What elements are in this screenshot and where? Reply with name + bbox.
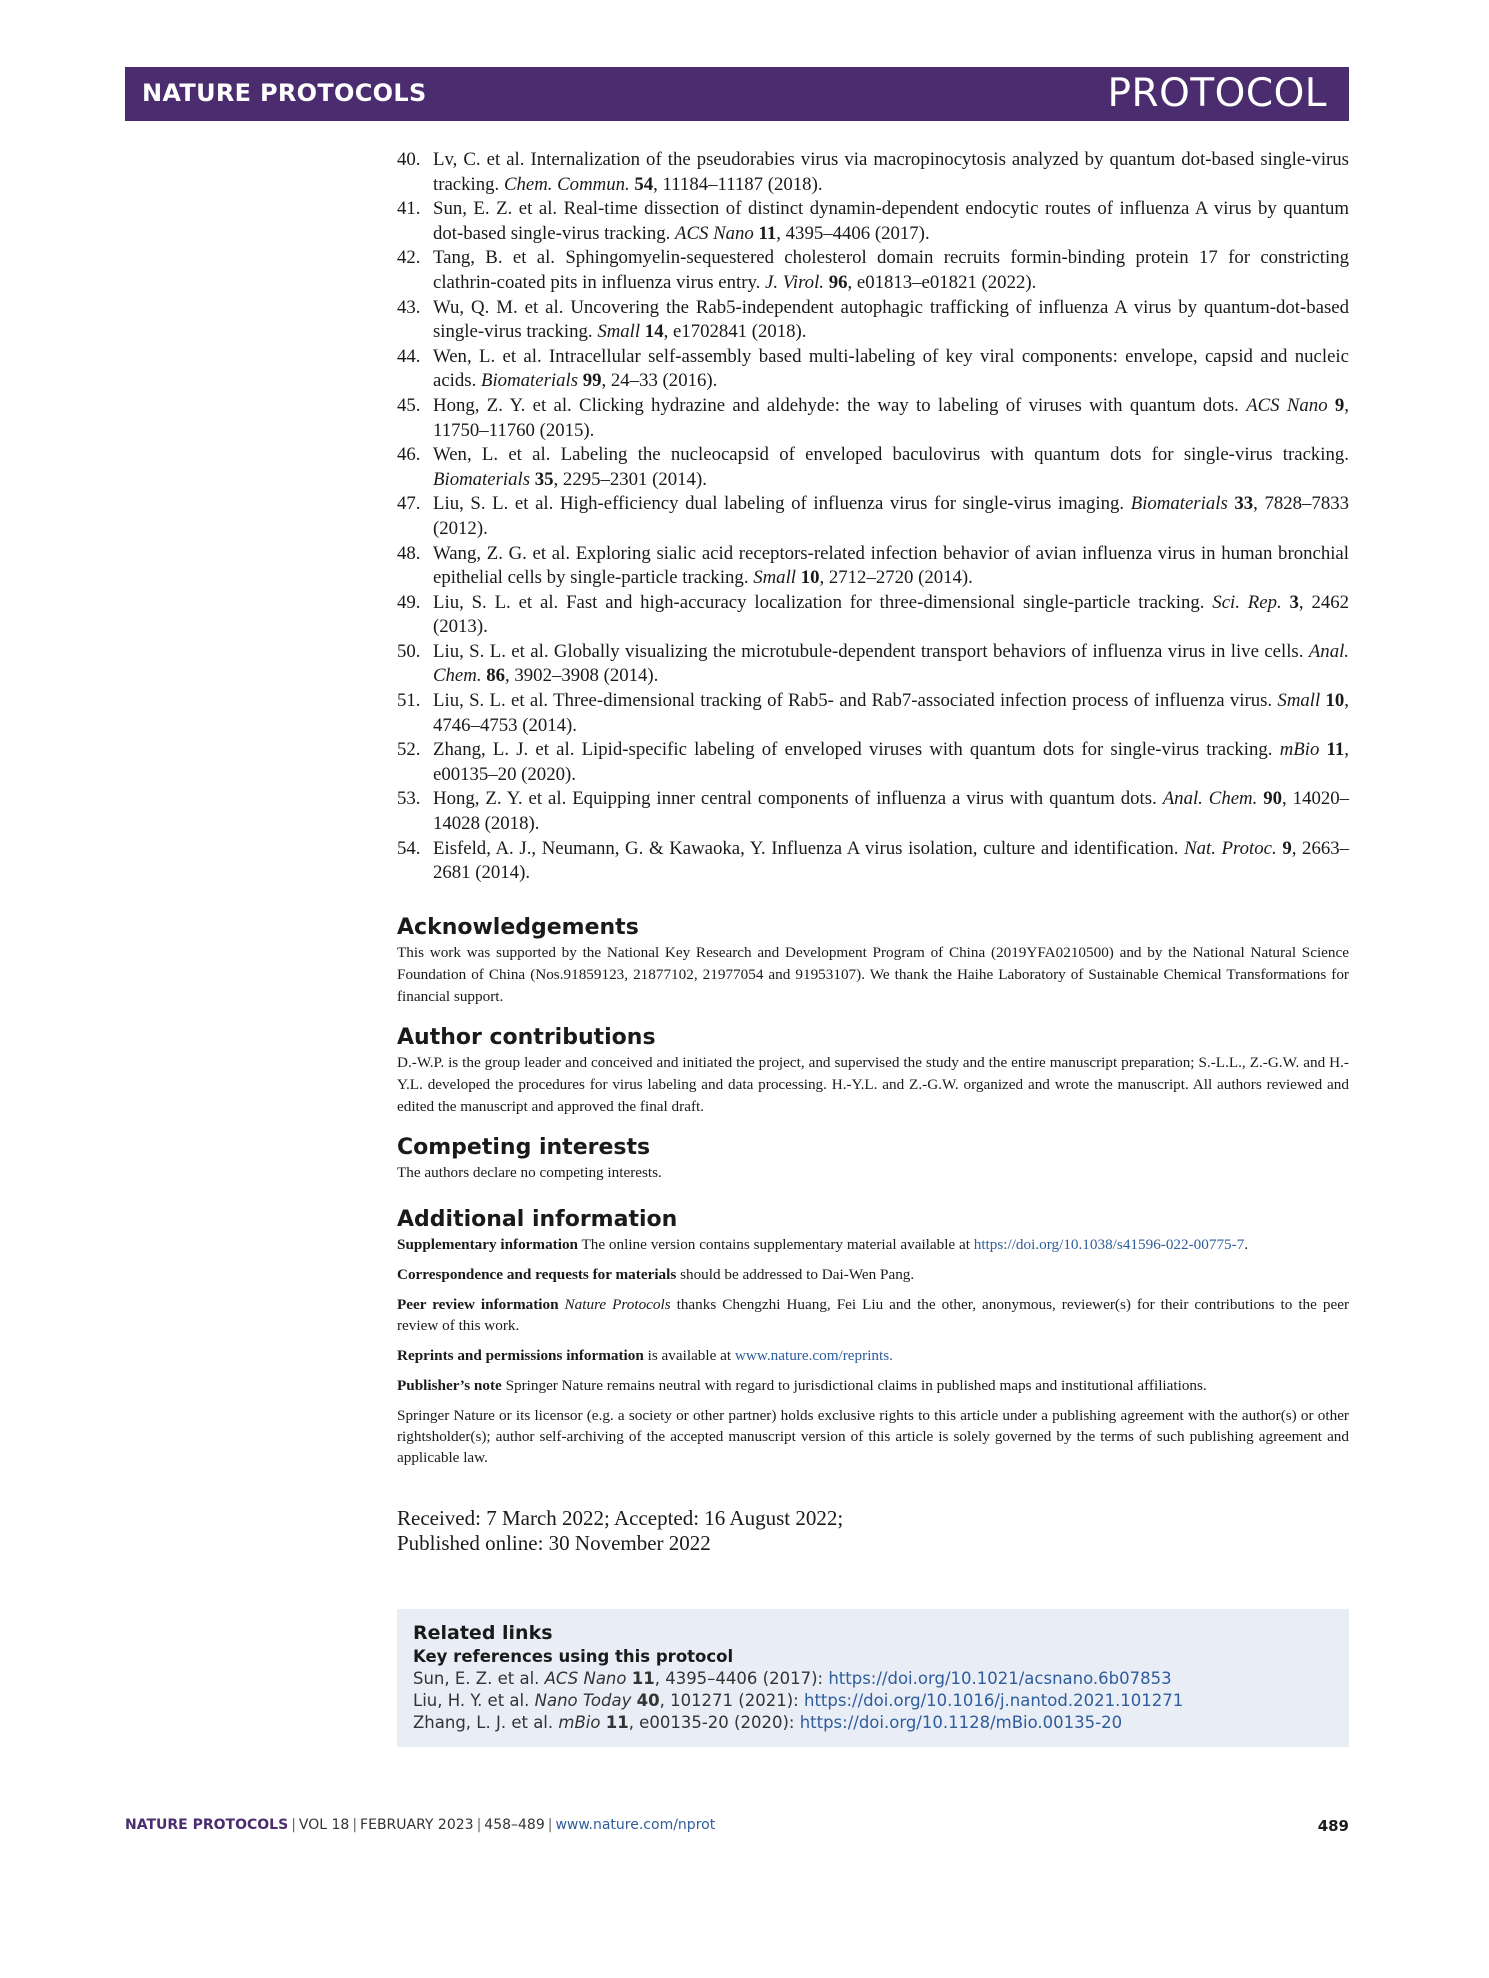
related-link-journal: mBio [558, 1713, 601, 1732]
reference-volume: 9 [1282, 837, 1292, 859]
related-link-volume: 11 [631, 1669, 655, 1688]
header-bar [125, 67, 1349, 121]
reference-journal: ACS Nano [675, 222, 754, 244]
reference-text: Lv, C. et al. Internalization of the pseudorabies virus via macropinocytosis analyzed by quantum dot-based single-virus tracking. [433, 149, 1349, 195]
reference-pages: , e1702841 (2018). [663, 321, 807, 343]
related-links-title: Related links [413, 1622, 553, 1644]
reference-text: Wang, Z. G. et al. Exploring sialic acid receptors-related infection behavior of avian influenza virus in human bronchial epithelial cells by single-particle tracking. [433, 542, 1349, 589]
reprints-text: is available at [643, 1347, 735, 1364]
related-link-url[interactable]: https://doi.org/10.1128/mBio.00135-20 [799, 1713, 1123, 1732]
related-links-box [397, 1609, 1349, 1747]
reference-item [397, 640, 1349, 689]
footer-separator: | [476, 1817, 482, 1833]
reference-journal: Biomaterials [480, 370, 579, 392]
reprints-label: Reprints and permissions information [397, 1347, 644, 1364]
footer-pages: 458–489 [484, 1817, 545, 1833]
reference-number: 45. [397, 394, 421, 416]
reference-journal: J. Virol. [765, 271, 824, 293]
reference-number: 47. [397, 493, 421, 515]
reference-number: 44. [397, 345, 421, 367]
page-footer [125, 1817, 1349, 1833]
related-link-journal: Nano Today [534, 1691, 632, 1710]
reference-pages: , 14020–14028 (2018). [433, 788, 1350, 835]
competing-interests-title: Competing interests [397, 1135, 651, 1160]
reference-volume: 11 [1326, 739, 1345, 761]
reference-text: Zhang, L. J. et al. Lipid-specific labeling of enveloped viruses with quantum dots for single-virus tracking. [433, 739, 1280, 761]
acknowledgements-title: Acknowledgements [397, 915, 639, 940]
reference-volume: 90 [1263, 788, 1283, 810]
reference-volume: 96 [828, 271, 848, 293]
reference-item [397, 787, 1349, 836]
reference-journal: Anal. Chem. [1162, 788, 1258, 810]
reference-text: Sun, E. Z. et al. Real-time dissection of distinct dynamin-dependent endocytic routes of influenza A virus by quantum dot-based single-virus tracking. [433, 198, 1349, 244]
reference-item [397, 542, 1349, 591]
reference-text: Liu, S. L. et al. Globally visualizing the microtubule-dependent transport behaviors of influenza virus in live cells. [433, 640, 1309, 662]
reference-text: Hong, Z. Y. et al. Equipping inner central components of influenza a virus with quantum dots. [433, 788, 1163, 810]
reference-volume: 54 [634, 173, 654, 195]
reference-item [397, 197, 1349, 246]
reference-pages: , 2462 (2013). [433, 591, 1349, 638]
received-accepted-dates: Received: 7 March 2022; Accepted: 16 August 2022; [397, 1506, 844, 1530]
reference-pages: , 2712–2720 (2014). [819, 567, 973, 589]
supplementary-text: The online version contains supplementary material available at [578, 1236, 974, 1253]
reference-pages: , 7828–7833 (2012). [433, 493, 1349, 539]
supplementary-label: Supplementary information [397, 1236, 578, 1253]
reference-journal: Small [753, 567, 796, 589]
reference-number: 46. [397, 444, 421, 466]
reference-number: 41. [397, 198, 421, 220]
reference-text: Eisfeld, A. J., Neumann, G. & Kawaoka, Y. Influenza A virus isolation, culture and identification. [433, 837, 1185, 859]
peer-review-info [397, 1294, 1349, 1336]
reference-volume: 10 [800, 567, 820, 589]
related-link-journal: ACS Nano [544, 1669, 627, 1688]
reference-number: 48. [397, 542, 421, 564]
related-link-url[interactable]: https://doi.org/10.1021/acsnano.6b07853 [828, 1669, 1172, 1688]
reference-journal: ACS Nano [1246, 394, 1328, 416]
published-online-date: Published online: 30 November 2022 [397, 1531, 711, 1555]
reference-item [397, 443, 1349, 492]
reference-number: 54. [397, 837, 421, 859]
related-link-pages: , 101271 (2021): [659, 1691, 804, 1710]
additional-information-title: Additional information [397, 1207, 678, 1232]
reference-item [397, 148, 1349, 197]
peer-review-text: thanks Chengzhi Huang, Fei Liu and the other, anonymous, reviewer(s) for their contributions to the peer review of this work. [397, 1296, 1350, 1334]
reference-pages: , 24–33 (2016). [601, 370, 718, 392]
reference-item [397, 591, 1349, 640]
reprints-link[interactable]: www.nature.com/reprints. [734, 1347, 893, 1364]
reference-item [397, 689, 1349, 738]
reference-pages: , 4746–4753 (2014). [433, 690, 1349, 736]
supplementary-link[interactable]: https://doi.org/10.1038/s41596-022-00775-7 [973, 1236, 1245, 1253]
footer-volume: VOL 18 [298, 1817, 350, 1833]
reference-text: Liu, S. L. et al. High-efficiency dual labeling of influenza virus for single-virus imaging. [433, 493, 1131, 515]
related-link-authors: Zhang, L. J. et al. [413, 1713, 559, 1732]
reference-journal: Anal. Chem. [433, 640, 1349, 687]
reference-pages: , e00135–20 (2020). [433, 739, 1349, 785]
reference-journal: Small [1277, 690, 1321, 712]
author-contributions-body: D.-W.P. is the group leader and conceived and initiated the project, and supervised the study and the entire manuscript preparation; S.-L.L., Z.-G.W. and H.-Y.L. developed the procedures for virus labeling and data processing. H.-Y.L. and Z.-G.W. organized and wrote the manuscript. All authors reviewed and edited the manuscript and approved the final draft. [397, 1054, 1349, 1115]
page-number: 489 [1317, 1817, 1349, 1835]
reference-number: 40. [397, 149, 421, 170]
supplementary-info [397, 1234, 1349, 1255]
reference-pages: , 2663–2681 (2014). [433, 837, 1350, 884]
reference-volume: 14 [644, 321, 664, 343]
correspondence-text: should be addressed to Dai-Wen Pang. [676, 1266, 915, 1283]
reference-pages: , 2295–2301 (2014). [553, 468, 707, 490]
reference-journal: Small [597, 321, 641, 343]
reference-pages: , 3902–3908 (2014). [505, 665, 659, 687]
related-link-item [413, 1712, 1333, 1734]
publisher-note [397, 1375, 1349, 1396]
peer-review-label: Peer review information [397, 1296, 559, 1313]
related-link-volume: 11 [605, 1713, 629, 1732]
reference-number: 53. [397, 788, 421, 810]
reference-number: 43. [397, 296, 421, 318]
publisher-text: Springer Nature remains neutral with regard to jurisdictional claims in published maps and institutional affiliations. [501, 1377, 1207, 1394]
peer-review-journal: Nature Protocols [558, 1296, 671, 1313]
related-link-item [413, 1690, 1333, 1712]
publisher-label: Publisher’s note [397, 1377, 502, 1394]
reference-item [397, 492, 1349, 541]
related-link-url[interactable]: https://doi.org/10.1016/j.nantod.2021.101271 [803, 1691, 1184, 1710]
reference-volume: 33 [1234, 493, 1254, 515]
reference-journal: mBio [1279, 739, 1320, 761]
reference-volume: 35 [534, 468, 554, 490]
related-link-authors: Liu, H. Y. et al. [413, 1691, 535, 1710]
reference-volume: 9 [1334, 394, 1345, 416]
related-link-volume: 40 [636, 1691, 660, 1710]
reference-number: 50. [397, 640, 421, 662]
reference-journal: Biomaterials [1130, 493, 1228, 515]
footer-separator: | [547, 1817, 553, 1833]
reference-number: 51. [397, 690, 421, 712]
reference-text: Hong, Z. Y. et al. Clicking hydrazine and aldehyde: the way to labeling of viruses with quantum dots. [433, 394, 1247, 416]
reference-item [397, 837, 1349, 886]
reference-text: Wen, L. et al. Intracellular self-assembly based multi-labeling of key viral components: envelope, capsid and nucleic acids. [433, 345, 1349, 392]
author-contributions-section [397, 1024, 1349, 1118]
reference-list [397, 148, 1349, 886]
reference-volume: 3 [1289, 591, 1299, 613]
reference-volume: 11 [758, 222, 777, 244]
reference-text: Liu, S. L. et al. Fast and high-accuracy localization for three-dimensional single-particle tracking. [433, 591, 1213, 613]
author-contributions-title: Author contributions [397, 1025, 656, 1050]
reference-number: 52. [397, 739, 421, 761]
footer-separator: | [291, 1817, 296, 1833]
reference-journal: Chem. Commun. [503, 173, 630, 195]
reference-journal: Nat. Protoc. [1184, 837, 1277, 859]
correspondence-info [397, 1264, 1349, 1285]
reference-pages: , 4395–4406 (2017). [776, 222, 930, 244]
reference-item [397, 246, 1349, 295]
publication-dates [397, 1506, 1097, 1556]
acknowledgements-section [397, 914, 1349, 1008]
reference-journal: Biomaterials [433, 468, 531, 490]
reference-journal: Sci. Rep. [1212, 591, 1282, 613]
reference-pages: , 11750–11760 (2015). [433, 394, 1349, 441]
related-links-subtitle: Key references using this protocol [413, 1647, 734, 1666]
reference-volume: 10 [1325, 690, 1345, 712]
additional-information-section [397, 1206, 1349, 1477]
reference-number: 49. [397, 591, 421, 613]
reference-pages: , e01813–e01821 (2022). [847, 271, 1037, 293]
related-link-pages: , 4395–4406 (2017): [654, 1669, 829, 1688]
related-link-pages: , e00135-20 (2020): [628, 1713, 800, 1732]
reference-item [397, 738, 1349, 787]
competing-interests-body: The authors declare no competing interests. [397, 1164, 662, 1181]
related-links-list [413, 1668, 1333, 1734]
reference-volume: 86 [486, 665, 505, 687]
footer-issue-date: FEBRUARY 2023 [360, 1817, 474, 1833]
reference-text: Wu, Q. M. et al. Uncovering the Rab5-independent autophagic trafficking of influenza A virus by quantum-dot-based single-virus tracking. [433, 296, 1349, 343]
footer-separator: | [352, 1817, 358, 1833]
reference-text: Tang, B. et al. Sphingomyelin-sequestered cholesterol domain recruits formin-binding protein 17 for constricting clathrin-coated pits in influenza virus entry. [433, 247, 1349, 293]
journal-name: NATURE PROTOCOLS [142, 79, 427, 107]
reference-text: Wen, L. et al. Labeling the nucleocapsid of enveloped baculovirus with quantum dots for single-virus tracking. [433, 444, 1349, 466]
reference-pages: , 11184–11187 (2018). [653, 173, 823, 195]
reference-item [397, 296, 1349, 345]
reference-volume: 99 [582, 370, 602, 392]
reference-number: 42. [397, 247, 421, 269]
related-link-item [413, 1668, 1333, 1690]
article-type: PROTOCOL [1107, 71, 1327, 116]
footer-url[interactable]: www.nature.com/nprot [555, 1817, 716, 1833]
rights-statement: Springer Nature or its licensor (e.g. a society or other partner) holds exclusive rights to this article under a publishing agreement with the author(s) or other rightsholder(s); author self-archiving of the accepted manuscript version of this article is solely governed by the terms of such publishing agreement and applicable law. [397, 1407, 1349, 1466]
competing-interests-section [397, 1134, 1349, 1184]
reference-item [397, 345, 1349, 394]
correspondence-label: Correspondence and requests for materials [397, 1266, 677, 1283]
related-link-authors: Sun, E. Z. et al. [413, 1669, 545, 1688]
supplementary-end: . [1244, 1236, 1249, 1253]
reference-text: Liu, S. L. et al. Three-dimensional tracking of Rab5- and Rab7-associated infection process of influenza virus. [433, 690, 1278, 712]
footer-journal: NATURE PROTOCOLS [125, 1817, 289, 1833]
acknowledgements-body: This work was supported by the National Key Research and Development Program of China (2019YFA0210500) and by the National Natural Science Foundation of China (Nos.91859123, 21877102, 21977054 and 91953107). We thank the Haihe Laboratory of Sustainable Chemical Transformations for financial support. [397, 944, 1349, 1005]
reprints-info [397, 1345, 1349, 1366]
reference-item [397, 394, 1349, 443]
